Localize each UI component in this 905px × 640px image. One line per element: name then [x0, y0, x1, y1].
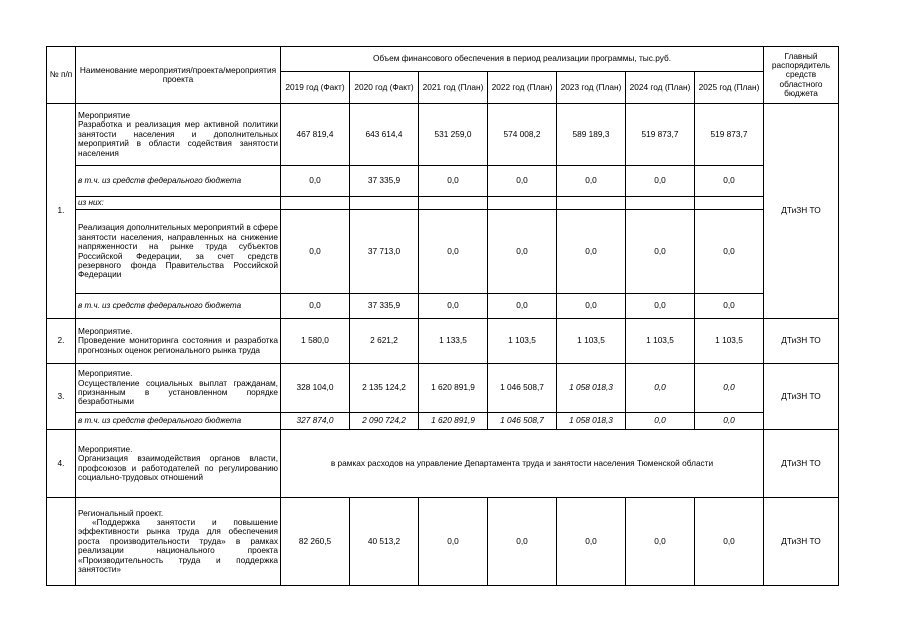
value-cell: 0,0 [557, 166, 626, 197]
row-name [76, 498, 281, 586]
row-name [76, 430, 281, 498]
row-extra-text: Реализация дополнительных мероприятий в сфере занятости населения, направленных на снижение напряженности на рынке труда субъектов Российской Федерации, за счет средств резервного фонда Правительства Российской Федерации [76, 210, 281, 294]
value-cell: 0,0 [626, 294, 695, 319]
value-cell: 0,0 [488, 294, 557, 319]
value-cell: 1 620 891,9 [419, 364, 488, 413]
value-cell: 0,0 [488, 210, 557, 294]
value-cell: 0,0 [626, 413, 695, 430]
table-row [47, 104, 839, 166]
header-year: 2023 год (План) [557, 72, 626, 104]
value-cell: 1 133,5 [419, 319, 488, 364]
row-merged-note: в рамках расходов на управление Департамента труда и занятости населения Тюменской области [281, 430, 764, 498]
value-cell: 1 620 891,9 [419, 413, 488, 430]
header-name: Наименование мероприятия/проекта/мероприятия проекта [76, 47, 281, 104]
value-cell: 0,0 [557, 210, 626, 294]
funding-table [46, 46, 839, 586]
value-cell: 328 104,0 [281, 364, 350, 413]
row-of-them: из них: [76, 197, 281, 210]
value-cell: 0,0 [488, 498, 557, 586]
value-cell: 0,0 [419, 498, 488, 586]
value-cell: 37 335,9 [350, 294, 419, 319]
value-cell: 589 189,3 [557, 104, 626, 166]
value-cell: 2 621,2 [350, 319, 419, 364]
value-cell: 531 259,0 [419, 104, 488, 166]
table-row [47, 166, 839, 197]
value-cell: 0,0 [419, 166, 488, 197]
row-title: Мероприятие. [78, 368, 133, 379]
value-cell: 0,0 [695, 294, 764, 319]
value-cell [350, 197, 419, 210]
table-row [47, 319, 839, 364]
value-cell: 2 090 724,2 [350, 413, 419, 430]
value-cell: 519 873,7 [626, 104, 695, 166]
row-name [76, 319, 281, 364]
value-cell: 1 046 508,7 [488, 413, 557, 430]
row-name [76, 364, 281, 413]
value-cell [557, 197, 626, 210]
value-cell: 0,0 [695, 166, 764, 197]
value-cell: 1 103,5 [626, 319, 695, 364]
header-owner: Главный распорядитель средств областного бюджета [764, 47, 839, 104]
table-row [47, 364, 839, 413]
value-cell [626, 197, 695, 210]
row-text: Проведение мониторинга состояния и разработка прогнозных оценок регионального рынка труда [78, 335, 278, 355]
value-cell: 1 058 018,3 [557, 364, 626, 413]
value-cell: 0,0 [557, 294, 626, 319]
value-cell: 2 135 124,2 [350, 364, 419, 413]
value-cell [281, 197, 350, 210]
value-cell: 0,0 [419, 294, 488, 319]
row-owner: ДТиЗН ТО [764, 319, 839, 364]
header-year: 2025 год (План) [695, 72, 764, 104]
table-row [47, 430, 839, 498]
row-title: Мероприятие. [78, 443, 133, 454]
value-cell [419, 197, 488, 210]
value-cell: 0,0 [488, 166, 557, 197]
value-cell: 82 260,5 [281, 498, 350, 586]
value-cell: 1 580,0 [281, 319, 350, 364]
value-cell [488, 197, 557, 210]
value-cell: 643 614,4 [350, 104, 419, 166]
value-cell: 0,0 [557, 498, 626, 586]
value-cell: 519 873,7 [695, 104, 764, 166]
header-year: 2020 год (Факт) [350, 72, 419, 104]
row-fed-label: в т.ч. из средств федерального бюджета [76, 413, 281, 430]
row-fed-label: в т.ч. из средств федерального бюджета [76, 166, 281, 197]
value-cell: 0,0 [626, 210, 695, 294]
row-owner: ДТиЗН ТО [764, 498, 839, 586]
row-text: Осуществление социальных выплат гражданам, признанным в установленном порядке безработными [78, 377, 278, 407]
value-cell: 0,0 [281, 294, 350, 319]
table-row [47, 197, 839, 210]
row-text: Организация взаимодействия органов власти, профсоюзов и работодателей по регулированию социально-трудовых отношений [78, 453, 278, 482]
header-year: 2019 год (Факт) [281, 72, 350, 104]
row-owner: ДТиЗН ТО [764, 364, 839, 430]
row-num: 4. [47, 430, 76, 498]
value-cell: 1 103,5 [488, 319, 557, 364]
value-cell: 40 513,2 [350, 498, 419, 586]
header-num: № п/п [47, 47, 76, 104]
value-cell: 327 874,0 [281, 413, 350, 430]
row-title: Мероприятие. [78, 325, 133, 336]
header-year: 2022 год (План) [488, 72, 557, 104]
row-owner: ДТиЗН ТО [764, 104, 839, 319]
value-cell: 1 046 508,7 [488, 364, 557, 413]
row-text: Разработка и реализация мер активной политики занятости населения и дополнительных мероприятий в области содействия занятости населения [78, 119, 278, 158]
row-title: Мероприятие [78, 110, 131, 121]
value-cell: 0,0 [695, 413, 764, 430]
value-cell: 0,0 [281, 210, 350, 294]
header-funding: Объем финансового обеспечения в период реализации программы, тыс.руб. [281, 47, 764, 72]
value-cell: 1 103,5 [557, 319, 626, 364]
row-num [47, 498, 76, 586]
row-num: 3. [47, 364, 76, 430]
table-row [47, 413, 839, 430]
row-fed-label: в т.ч. из средств федерального бюджета [76, 294, 281, 319]
table-row [47, 294, 839, 319]
value-cell: 1 103,5 [695, 319, 764, 364]
value-cell [695, 197, 764, 210]
row-title: Региональный проект. [78, 507, 164, 518]
value-cell: 0,0 [626, 498, 695, 586]
header-year: 2024 год (План) [626, 72, 695, 104]
value-cell: 0,0 [695, 498, 764, 586]
value-cell: 574 008,2 [488, 104, 557, 166]
value-cell: 37 713,0 [350, 210, 419, 294]
row-text: «Поддержка занятости и повышение эффективности рынка труда для обеспечения роста производительности труда» в рамках реализации национального проекта «Производительность труда и поддержка занятости» [78, 517, 278, 574]
value-cell: 0,0 [626, 166, 695, 197]
table-row [47, 498, 839, 586]
value-cell: 1 058 018,3 [557, 413, 626, 430]
value-cell: 0,0 [626, 364, 695, 413]
value-cell: 0,0 [695, 210, 764, 294]
row-owner: ДТиЗН ТО [764, 430, 839, 498]
row-num: 1. [47, 104, 76, 319]
table-row [47, 210, 839, 294]
value-cell: 0,0 [281, 166, 350, 197]
row-name [76, 104, 281, 166]
value-cell: 0,0 [695, 364, 764, 413]
value-cell: 0,0 [419, 210, 488, 294]
value-cell: 467 819,4 [281, 104, 350, 166]
header-year: 2021 год (План) [419, 72, 488, 104]
row-num: 2. [47, 319, 76, 364]
value-cell: 37 335,9 [350, 166, 419, 197]
